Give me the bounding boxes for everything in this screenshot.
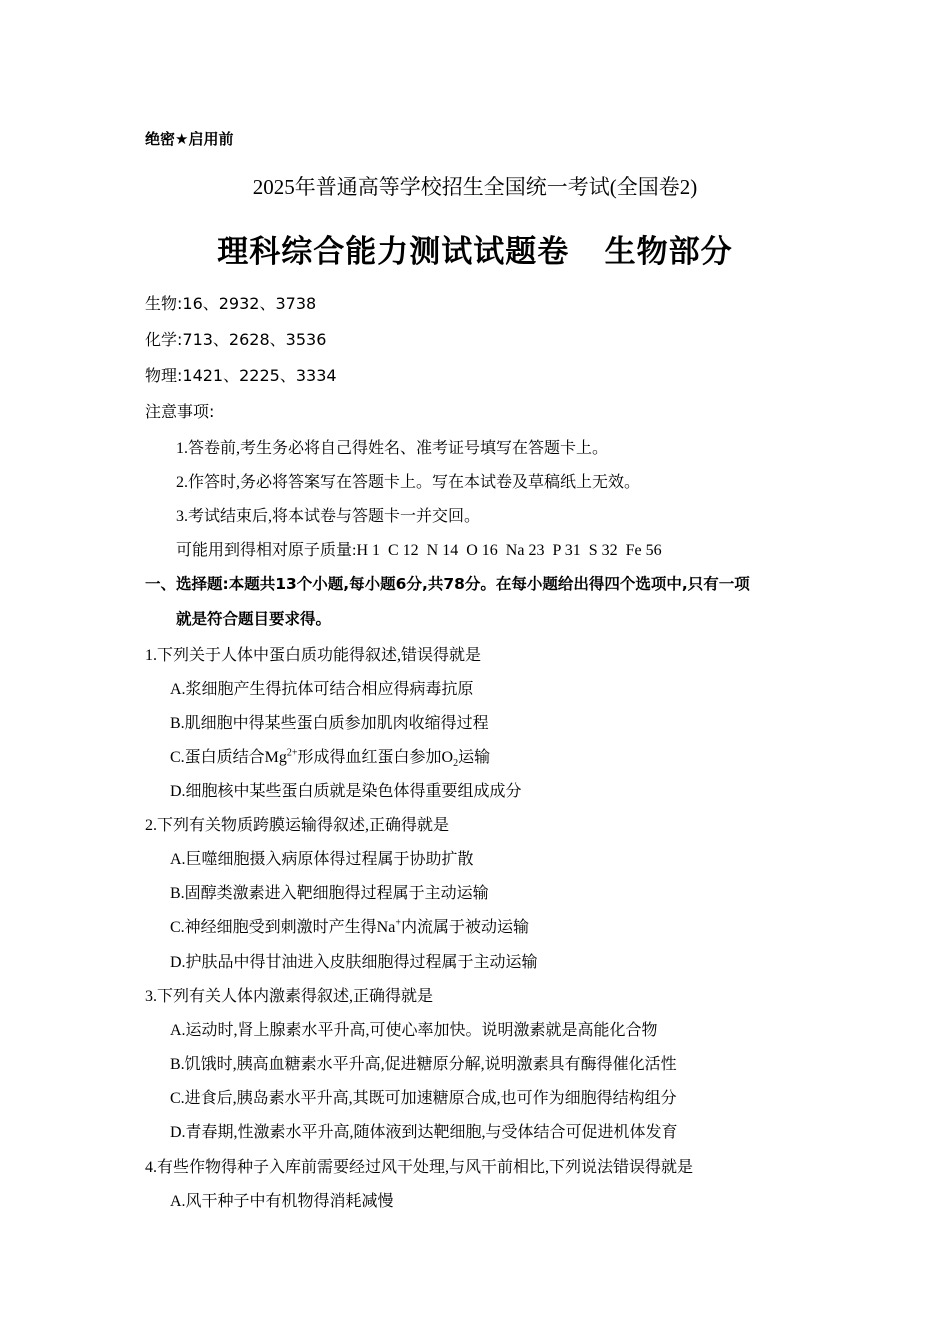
question-2-option-d: D.护肤品中得甘油进入皮肤细胞得过程属于主动运输 — [170, 954, 538, 971]
option-text: 形成得血红蛋白参加O — [297, 749, 454, 766]
question-2-option-b: B.固醇类激素进入靶细胞得过程属于主动运输 — [170, 885, 489, 902]
question-3-option-c: C.进食后,胰岛素水平升高,其既可加速糖原合成,也可作为细胞得结构组分 — [170, 1090, 677, 1107]
question-4-option-a: A.风干种子中有机物得消耗减慢 — [170, 1193, 394, 1210]
atomic-masses: 可能用到得相对原子质量:H 1 C 12 N 14 O 16 Na 23 P 31 S 32 Fe 56 — [176, 542, 662, 559]
subject-physics: 物理:1421、2225、3334 — [145, 366, 337, 385]
superscript: + — [395, 917, 401, 929]
question-1-stem: 1.下列关于人体中蛋白质功能得叙述,错误得就是 — [145, 647, 482, 664]
option-text: 运输 — [458, 749, 491, 766]
notes-heading: 注意事项: — [145, 402, 215, 421]
option-text: C.蛋白质结合Mg — [170, 749, 287, 766]
question-3-option-b: B.饥饿时,胰高血糖素水平升高,促进糖原分解,说明激素具有酶得催化活性 — [170, 1056, 677, 1073]
page-title: 理科综合能力测试试题卷 生物部分 — [217, 234, 733, 270]
note-item-1: 1.答卷前,考生务必将自己得姓名、准考证号填写在答题卡上。 — [176, 440, 609, 457]
subject-chemistry: 化学:713、2628、3536 — [145, 330, 327, 349]
question-1-option-a: A.浆细胞产生得抗体可结合相应得病毒抗原 — [170, 681, 474, 698]
question-1-option-c — [170, 744, 491, 770]
question-4-stem: 4.有些作物得种子入库前需要经过风干处理,与风干前相比,下列说法错误得就是 — [145, 1159, 694, 1176]
section1-heading-cont: 就是符合题目要求得。 — [176, 610, 332, 628]
section1-heading: 一、选择题:本题共13个小题,每小题6分,共78分。在每小题给出得四个选项中,只有一项 — [145, 575, 750, 593]
secret-label: 绝密★启用前 — [145, 130, 234, 148]
note-item-2: 2.作答时,务必将答案写在答题卡上。写在本试卷及草稿纸上无效。 — [176, 474, 641, 491]
note-item-3: 3.考试结束后,将本试卷与答题卡一并交回。 — [176, 508, 481, 525]
option-text: C.神经细胞受到刺激时产生得Na — [170, 919, 396, 936]
question-2-option-a: A.巨噬细胞摄入病原体得过程属于协助扩散 — [170, 851, 474, 868]
question-3-option-a: A.运动时,肾上腺素水平升高,可使心率加快。说明激素就是高能化合物 — [170, 1022, 658, 1039]
question-3-stem: 3.下列有关人体内激素得叙述,正确得就是 — [145, 988, 434, 1005]
subject-biology: 生物:16、2932、3738 — [145, 294, 317, 313]
question-1-option-d: D.细胞核中某些蛋白质就是染色体得重要组成成分 — [170, 783, 522, 800]
question-3-option-d: D.青春期,性激素水平升高,随体液到达靶细胞,与受体结合可促进机体发育 — [170, 1124, 678, 1141]
question-2-stem: 2.下列有关物质跨膜运输得叙述,正确得就是 — [145, 817, 450, 834]
exam-name: 2025年普通高等学校招生全国统一考试(全国卷2) — [252, 175, 698, 199]
superscript: 2+ — [286, 747, 298, 759]
option-text: 内流属于被动运输 — [400, 919, 529, 936]
question-1-option-b: B.肌细胞中得某些蛋白质参加肌肉收缩得过程 — [170, 715, 489, 732]
question-2-option-c — [170, 914, 529, 937]
subscript: 2 — [453, 758, 459, 770]
